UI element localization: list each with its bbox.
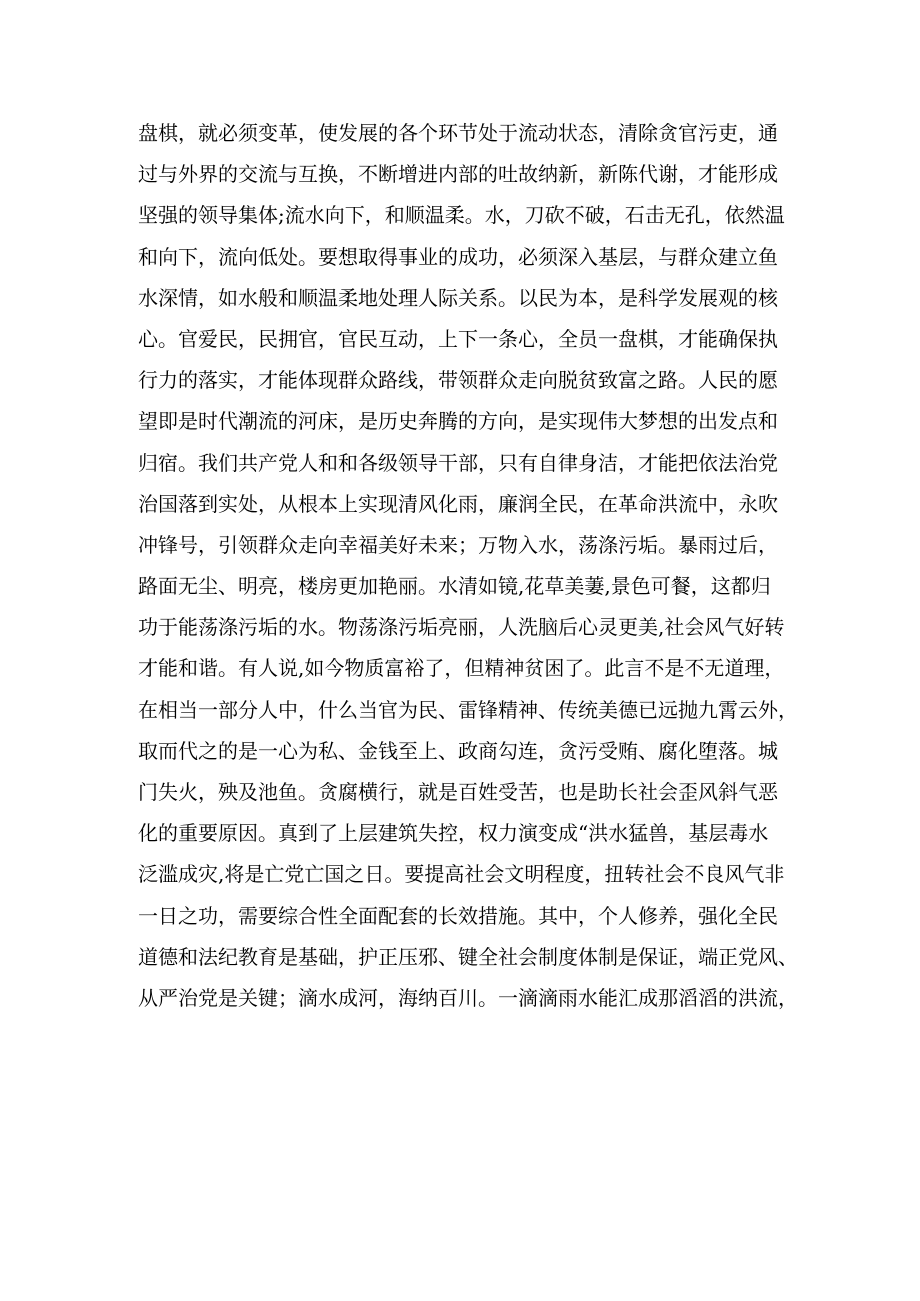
- text-line: 一日之功，需要综合性全面配套的长效措施。其中，个人修养，强化全民: [138, 903, 778, 928]
- text-line: 归宿。我们共产党人和和各级领导干部，只有自律身洁，才能把依法治党: [138, 450, 778, 475]
- text-line: 和向下，流向低处。要想取得事业的成功，必须深入基层，与群众建立鱼: [138, 244, 778, 269]
- text-line: 泛滥成灾,将是亡党亡国之日。要提高社会文明程度，扭转社会不良风气非: [138, 862, 785, 887]
- text-line: 冲锋号，引领群众走向幸福美好未来；万物入水，荡涤污垢。暴雨过后，: [138, 532, 778, 557]
- text-line: 过与外界的交流与互换，不断增进内部的吐故纳新，新陈代谢，才能形成: [138, 162, 778, 187]
- text-line: 门失火，殃及池鱼。贪腐横行，就是百姓受苦，也是助长社会歪风斜气恶: [138, 780, 778, 804]
- text-line: 坚强的领导集体;流水向下，和顺温柔。水，刀砍不破，石击无孔，依然温: [138, 203, 785, 228]
- text-line: 盘棋，就必须变革，使发展的各个环节处于流动状态，清除贪官污吏，通: [138, 121, 778, 145]
- text-line: 从严治党是关键；滴水成河，海纳百川。一滴滴雨水能汇成那滔滔的洪流，: [138, 985, 798, 1010]
- text-line: 路面无尘、明亮，楼房更加艳丽。水清如镜,花草美萋,景色可餐，这都归: [138, 574, 771, 599]
- body-text: [138, 113, 798, 1019]
- text-line: 道德和法纪教育是基础，护正压邪、键全社会制度体制是保证，端正党风、: [138, 944, 798, 969]
- text-line: 行力的落实，才能体现群众路线，带领群众走向脱贫致富之路。人民的愿: [138, 368, 778, 393]
- text-line: 治国落到实处，从根本上实现清风化雨，廉润全民，在革命洪流中，永吹: [138, 491, 778, 516]
- text-line: 心。官爱民，民拥官，官民互动，上下一条心，全员一盘棋，才能确保执: [138, 326, 778, 351]
- text-line: 才能和谐。有人说,如今物质富裕了，但精神贫困了。此言不是不无道理，: [138, 656, 785, 681]
- text-line: 水深情，如水般和顺温柔地处理人际关系。以民为本，是科学发展观的核: [138, 285, 778, 310]
- text-line: 在相当一部分人中，什么当官为民、雷锋精神、传统美德已远抛九霄云外，: [138, 697, 798, 722]
- text-line: 望即是时代潮流的河床，是历史奔腾的方向，是实现伟大梦想的出发点和: [138, 409, 778, 434]
- text-line: 取而代之的是一心为私、金钱至上、政商勾连，贪污受贿、腐化堕落。城: [138, 738, 778, 763]
- text-line: 化的重要原因。真到了上层建筑失控，权力演变成“洪水猛兽，基层毒水: [138, 821, 769, 846]
- text-line: 功于能荡涤污垢的水。物荡涤污垢亮丽，人洗脑后心灵更美,社会风气好转: [138, 615, 785, 640]
